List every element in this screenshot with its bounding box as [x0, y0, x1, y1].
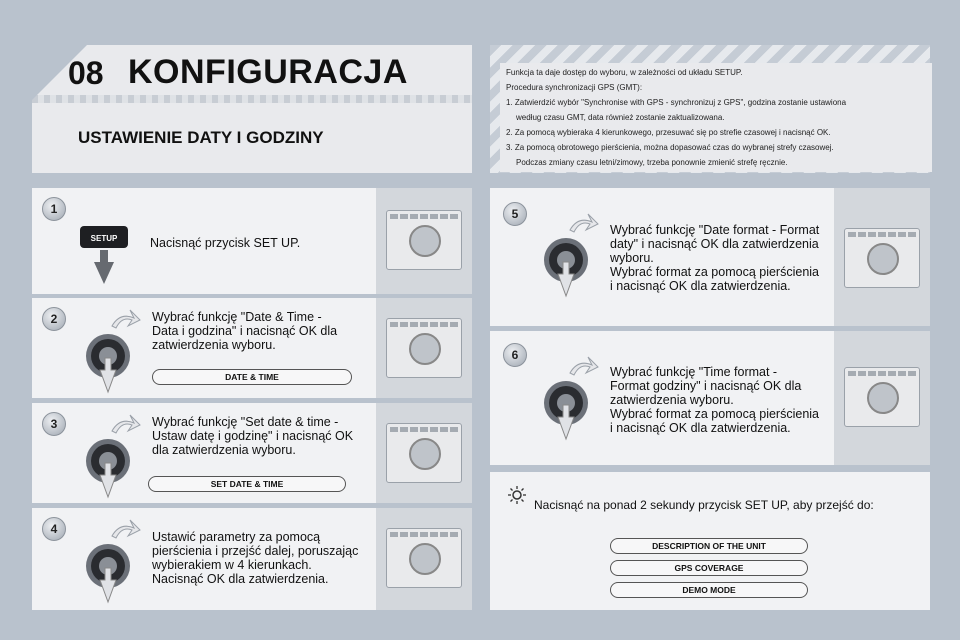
intro-line: 2. Za pomocą wybieraka 4 kierunkowego, przesuwać się po strefie czasowej i nacisnąć OK.: [506, 128, 831, 137]
step-3-panel: [32, 403, 472, 503]
step-5-panel: [490, 188, 930, 326]
step-text-line: Wybrać funkcję "Date format - Format: [610, 223, 820, 237]
step-text-line: Wybrać format za pomocą pierścienia: [610, 265, 819, 279]
step-text-line: Format godziny" i nacisnąć OK dla: [610, 379, 802, 393]
intro-line: według czasu GMT, data również zostanie zaktualizowana.: [516, 113, 725, 122]
step-2-text: [152, 310, 337, 352]
intro-text: [500, 63, 932, 172]
rotary-knob-icon: [82, 308, 142, 399]
header-divider: [32, 95, 472, 103]
section-subtitle: USTAWIENIE DATY I GODZINY: [78, 128, 324, 147]
intro-panel: [490, 45, 930, 173]
step-text-line: Nacisnąć przycisk SET UP.: [150, 236, 301, 250]
chapter-number: 08: [68, 55, 104, 91]
step-text-line: dla zatwierdzenia wyboru.: [152, 443, 296, 457]
light-bulb-icon: [508, 486, 526, 509]
step-number-badge: 6: [503, 343, 527, 367]
device-thumbnail: [376, 298, 472, 398]
step-text-line: i nacisnąć OK dla zatwierdzenia.: [610, 279, 791, 293]
setup-button-icon: [76, 218, 132, 293]
intro-line: 3. Za pomocą obrotowego pierścienia, można dopasować czas do wybranej strefy czasowej.: [506, 143, 834, 152]
step-text-line: zatwierdzenia wyboru.: [610, 393, 734, 407]
step-text-line: Wybrać funkcję "Set date & time -: [152, 415, 339, 429]
step-text-line: daty" i nacisnąć OK dla zatwierdzenia: [610, 237, 819, 251]
step-text-line: Ustawić parametry za pomocą: [152, 530, 321, 544]
menu-option-pill: DATE & TIME: [152, 369, 352, 385]
step-text-line: i nacisnąć OK dla zatwierdzenia.: [610, 421, 791, 435]
step-text-line: Nacisnąć OK dla zatwierdzenia.: [152, 572, 329, 586]
tip-text: Nacisnąć na ponad 2 sekundy przycisk SET UP, aby przejść do:: [534, 498, 874, 512]
step-text-line: wybierakiem w 4 kierunkach.: [152, 558, 312, 572]
rotary-knob-icon: [540, 212, 600, 303]
menu-option-pill: SET DATE & TIME: [148, 476, 346, 492]
device-thumbnail: [834, 331, 930, 465]
page-title: KONFIGURACJA: [128, 53, 408, 91]
intro-line: 1. Zatwierdzić wybór "Synchronise with GPS - synchronizuj z GPS", godzina zostanie ustawiona: [506, 98, 847, 107]
intro-line: Podczas zmiany czasu letni/zimowy, trzeba ponownie zmienić strefę ręcznie.: [516, 158, 788, 167]
device-thumbnail: [376, 403, 472, 503]
step-4-panel: [32, 508, 472, 610]
rotary-knob-icon: [540, 355, 600, 446]
step-6-text: [610, 365, 819, 435]
step-6-panel: [490, 331, 930, 465]
option-pill-gps-coverage: GPS COVERAGE: [610, 560, 808, 576]
step-number-badge: 3: [42, 412, 66, 436]
step-text-line: Ustaw datę i godzinę" i nacisnąć OK: [152, 429, 354, 443]
header-panel: [32, 45, 472, 173]
step-number-badge: 4: [42, 517, 66, 541]
rotary-knob-icon: [82, 518, 142, 609]
step-text-line: zatwierdzenia wyboru.: [152, 338, 276, 352]
step-number-badge: 2: [42, 307, 66, 331]
step-text-line: wyboru.: [610, 251, 654, 265]
option-pill-description: DESCRIPTION OF THE UNIT: [610, 538, 808, 554]
step-2-panel: [32, 298, 472, 398]
step-1-panel: [32, 188, 472, 294]
step-number-badge: 5: [503, 202, 527, 226]
tip-panel: [490, 472, 930, 610]
step-number-badge: 1: [42, 197, 66, 221]
step-5-text: [610, 223, 819, 293]
step-text-line: Wybrać format za pomocą pierścienia: [610, 407, 819, 421]
step-text-line: pierścienia i przejść dalej, poruszając: [152, 544, 359, 558]
device-thumbnail: [376, 508, 472, 610]
option-pill-demo-mode: DEMO MODE: [610, 582, 808, 598]
setup-button-label: SETUP: [90, 234, 118, 243]
step-3-text: [152, 415, 353, 457]
device-thumbnail: [376, 188, 472, 294]
step-1-text: [150, 236, 300, 250]
intro-line: Funkcja ta daje dostęp do wyboru, w zależności od układu SETUP.: [506, 68, 743, 77]
step-text-line: Wybrać funkcję "Date & Time -: [152, 310, 322, 324]
device-thumbnail: [834, 188, 930, 326]
step-4-text: [152, 530, 358, 586]
step-text-line: Data i godzina" i nacisnąć OK dla: [152, 324, 338, 338]
rotary-knob-icon: [82, 413, 142, 504]
intro-line: Procedura synchronizacji GPS (GMT):: [506, 83, 643, 92]
step-text-line: Wybrać funkcję "Time format -: [610, 365, 778, 379]
